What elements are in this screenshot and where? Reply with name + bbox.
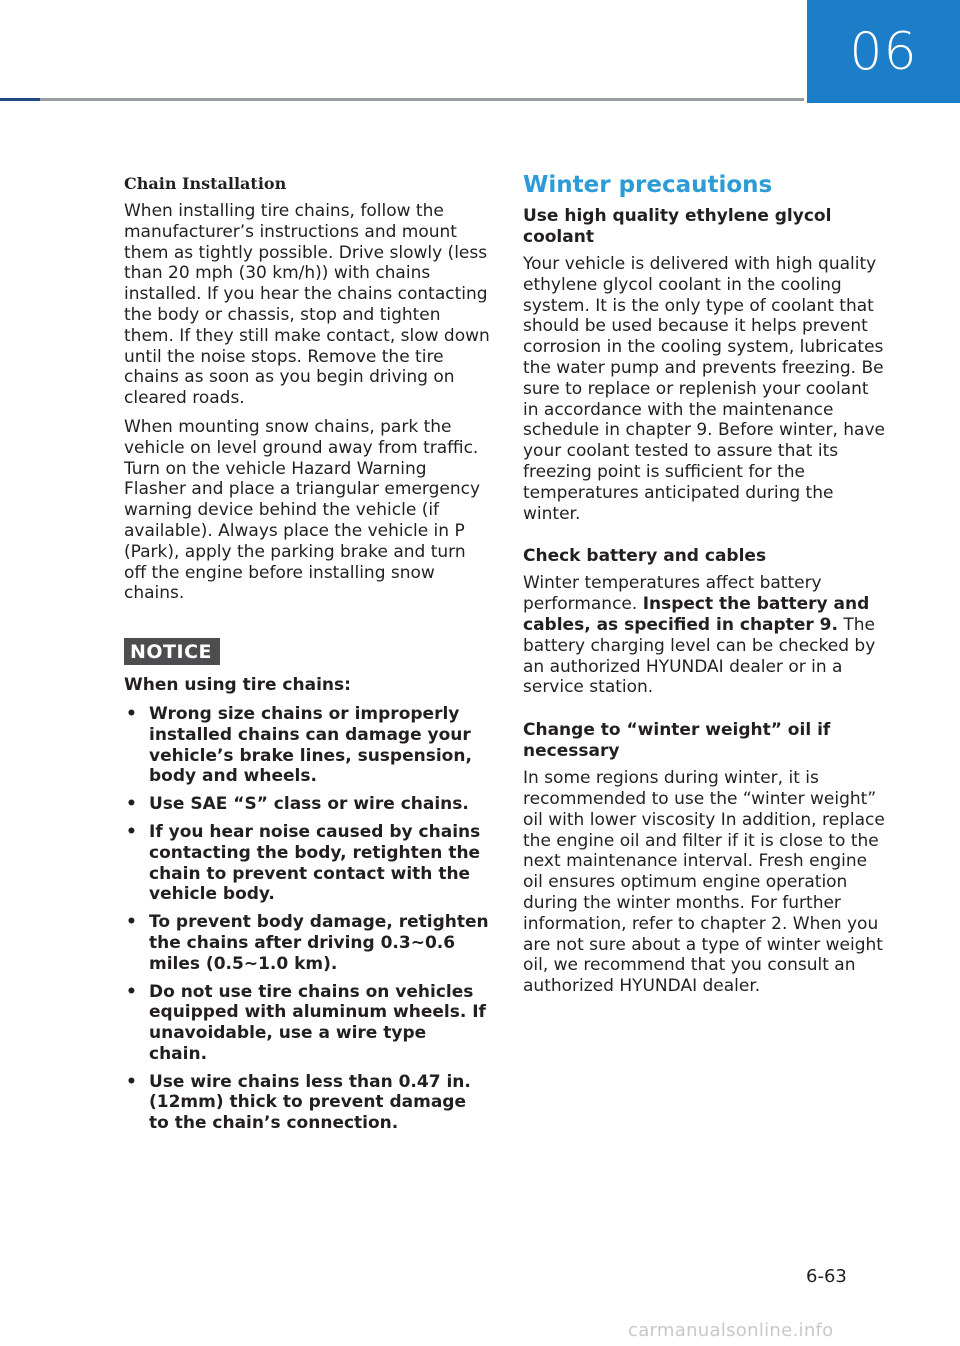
oil-heading: Change to “winter weight” oil if necessary [523, 720, 831, 762]
chapter-tab [807, 0, 960, 103]
oil-paragraph: In some regions during winter, it is recommended to use the “winter weight” oil with lower viscosity In addition, replace the engine oil and filter if it is close to the next maintenance interval. Fresh engine oil ensures optimum engine operation during the winter months. For further information, refer to chapter 2. When you are not sure about a type of winter weight oil, we recommend that you consult an authorized HYUNDAI dealer. [523, 768, 885, 997]
chain-installation-paragraph-1: When installing tire chains, follow the manufacturer’s instructions and mount them as tightly possible. Drive slowly (less than 20 mph (30 km/h)) with chains installed. If you hear the chains contacting the body or chassis, stop and tighten them. If they still make contact, slow down until the noise stops. Remove the tire chains as soon as you begin driving on cleared roads. [124, 201, 490, 409]
notice-item [124, 704, 490, 787]
section-gap [523, 706, 888, 720]
notice-list [124, 704, 490, 1134]
notice-item-text: Use wire chains less than 0.47 in. (12mm) thick to prevent damage to the chain’s connection. [149, 1071, 471, 1134]
battery-heading: Check battery and cables [523, 546, 767, 567]
page-number: 6-63 [806, 1266, 847, 1287]
winter-precautions-title: Winter precautions [523, 172, 773, 198]
coolant-heading: Use high quality ethylene glycol coolant [523, 206, 832, 247]
chain-installation-paragraph-2: When mounting snow chains, park the vehicle on level ground away from traffic. Turn on the vehicle Hazard Warning Flasher and place a triangular emergency warning device behind the vehicle (if available). Always place the vehicle in P (Park), apply the parking brake and turn off the engine before installing snow chains. [124, 416, 481, 604]
notice-item-text: Wrong size chains or improperly installed chains can damage your vehicle’s brake lines, suspension, body and wheels. [149, 703, 472, 787]
bullet-dot: • [126, 794, 137, 815]
notice-item [124, 794, 490, 815]
bullet-dot: • [126, 912, 137, 933]
notice-label: NOTICE [124, 638, 220, 665]
notice-item-text: Use SAE “S” class or wire chains. [149, 794, 469, 815]
bullet-dot: • [126, 981, 137, 1002]
header-rule-accent [0, 98, 40, 101]
watermark: carmanualsonline.info [628, 1320, 834, 1341]
battery-paragraph [523, 573, 888, 698]
coolant-paragraph: Your vehicle is delivered with high quality ethylene glycol coolant in the cooling system. It is the only type of coolant that should be used because it helps prevent corrosion in the cooling system, lubricates the water pump and prevents freezing. Be sure to replace or replenish your coolant in accordance with the maintenance schedule in chapter 9. Before winter, have your coolant tested to assure that its freezing point is sufficient for the temperatures anticipated during the winter. [523, 254, 885, 524]
notice-item [124, 912, 490, 974]
battery-text-bold: Inspect the battery and cables, as specified in chapter 9. [523, 594, 870, 635]
notice-item [124, 822, 490, 905]
notice-item [124, 982, 490, 1065]
right-column [523, 172, 888, 1005]
battery-text-a: Winter temperatures affect battery performance. [523, 573, 822, 615]
notice-item-text: Do not use tire chains on vehicles equipped with aluminum wheels. If unavoidable, use a wire type chain. [149, 981, 486, 1064]
bullet-dot: • [126, 1071, 137, 1092]
notice-item [124, 1072, 490, 1134]
section-gap [523, 532, 888, 546]
bullet-dot: • [126, 821, 137, 842]
chain-installation-heading: Chain Installation [124, 174, 287, 193]
bullet-dot: • [126, 703, 137, 724]
notice-item-text: To prevent body damage, retighten the chains after driving 0.3~0.6 miles (0.5~1.0 km). [149, 912, 489, 974]
notice-intro: When using tire chains: [124, 675, 351, 696]
header-rule [0, 98, 804, 101]
battery-text-b: The battery charging level can be checked by an authorized HYUNDAI dealer or in a service station. [523, 614, 876, 698]
notice-item-text: If you hear noise caused by chains contacting the body, retighten the chain to prevent contact with the vehicle body. [149, 821, 481, 905]
left-column [124, 172, 490, 1141]
chapter-number: 06 [849, 21, 918, 82]
